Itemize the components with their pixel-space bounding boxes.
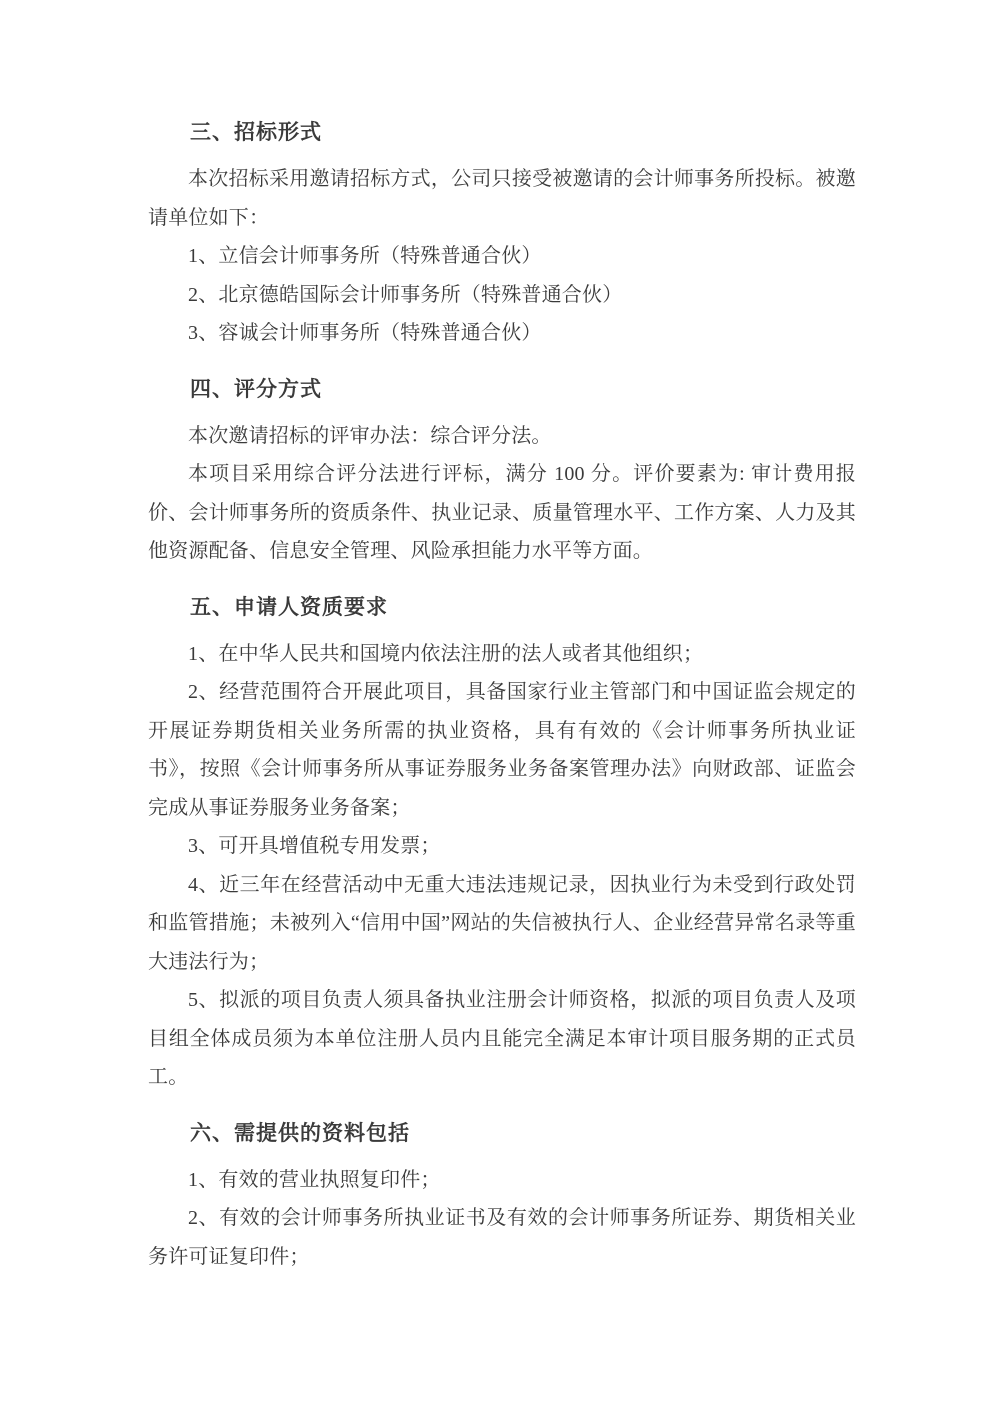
paragraph-tender-method: 本次招标采用邀请招标方式，公司只接受被邀请的会计师事务所投标。被邀请单位如下： xyxy=(148,168,856,229)
section-heading-scoring-method: 四、评分方式 xyxy=(190,376,322,401)
section-heading-tender-form: 三、招标形式 xyxy=(190,120,322,144)
section-tender-form xyxy=(148,112,856,353)
list-item-qualification-2: 2、经营范围符合开展此项目，具备国家行业主管部门和中国证监会规定的开展证券期货相关业务所需的执业资格，具有有效的《会计师事务所执业证书》，按照《会计师事务所从事证券服务业务备案管理办法》向财政部、证监会完成从事证券服务业务备案； xyxy=(148,681,856,819)
list-item-invited-firm-1: 1、立信会计师事务所（特殊普通合伙） xyxy=(188,245,542,267)
list-item-material-1: 1、有效的营业执照复印件； xyxy=(188,1168,441,1191)
list-item-qualification-4: 4、近三年在经营活动中无重大违法违规记录，因执业行为未受到行政处罚和监管措施；未被列入“信用中国”网站的失信被执行人、企业经营异常名录等重大违法行为； xyxy=(148,873,856,973)
list-item-invited-firm-3: 3、容诚会计师事务所（特殊普通合伙） xyxy=(188,322,542,344)
list-item-qualification-5: 5、拟派的项目负责人须具备执业注册会计师资格，拟派的项目负责人及项目组全体成员须为本单位注册人员内且能完全满足本审计项目服务期的正式员工。 xyxy=(148,989,856,1088)
paragraph-review-method: 本次邀请招标的评审办法：综合评分法。 xyxy=(188,424,552,447)
list-item-qualification-1: 1、在中华人民共和国境内依法注册的法人或者其他组织； xyxy=(188,642,704,665)
section-heading-required-materials: 六、需提供的资料包括 xyxy=(190,1120,410,1145)
section-applicant-qualifications xyxy=(148,587,856,1097)
section-required-materials xyxy=(148,1113,856,1277)
list-item-material-2: 2、有效的会计师事务所执业证书及有效的会计师事务所证券、期货相关业务许可证复印件； xyxy=(148,1207,856,1268)
section-scoring-method xyxy=(148,369,856,571)
list-item-qualification-3: 3、可开具增值税专用发票； xyxy=(188,835,441,857)
list-item-invited-firm-2: 2、北京德皓国际会计师事务所（特殊普通合伙） xyxy=(188,283,623,306)
paragraph-scoring-criteria: 本项目采用综合评分法进行评标，满分 100 分。评价要素为: 审计费用报价、会计师事务所的资质条件、执业记录、质量管理水平、工作方案、人力及其他资源配备、信息安全管理、风险承担能力水平等方面。 xyxy=(148,463,856,562)
section-heading-applicant-qualifications: 五、申请人资质要求 xyxy=(190,594,388,619)
